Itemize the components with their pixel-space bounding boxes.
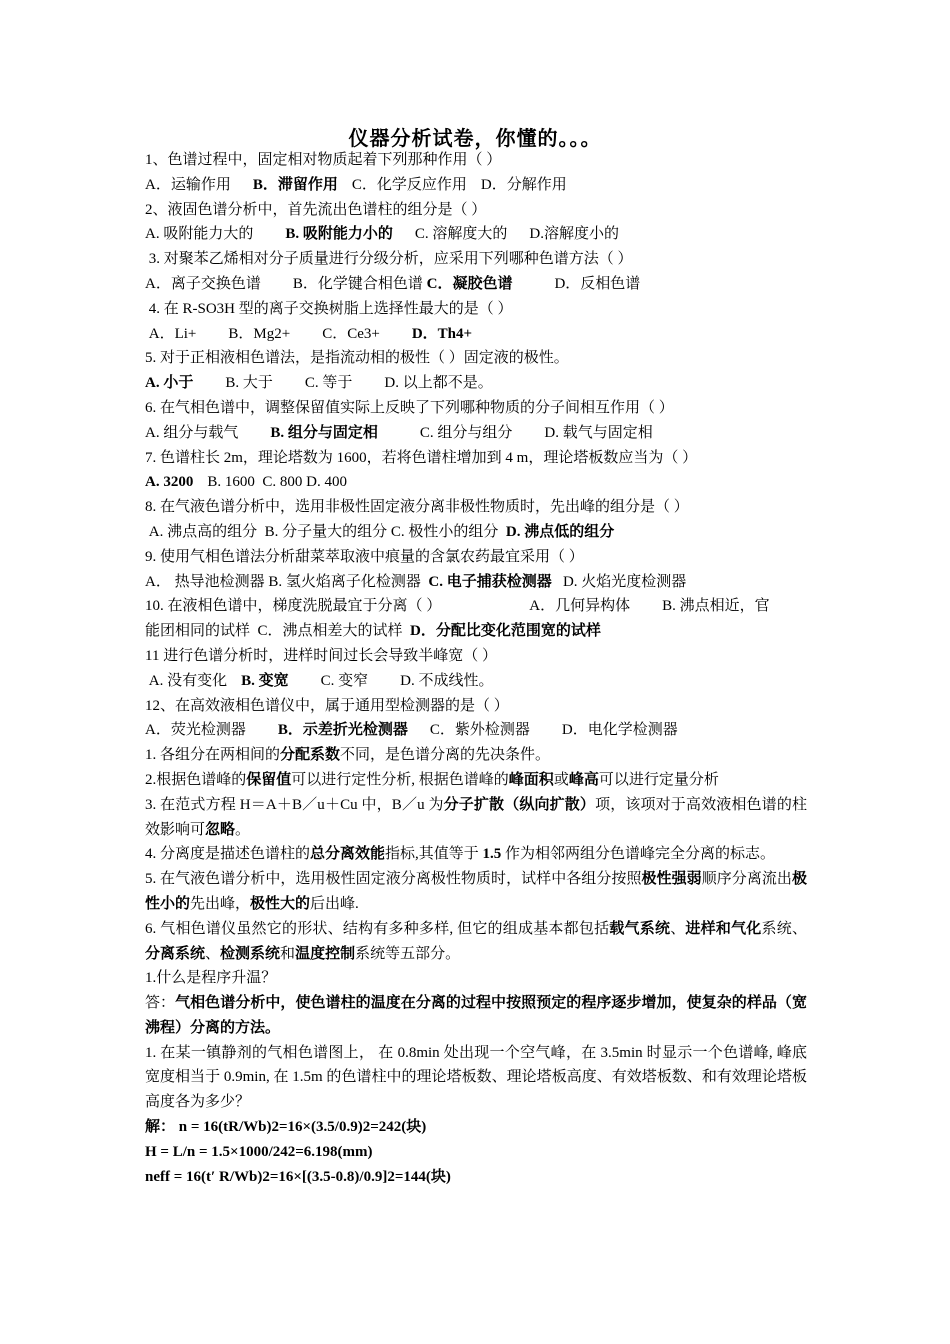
option-1c: C．化学反应作用 [351, 176, 467, 193]
option-1d: D．分解作用 [480, 176, 567, 193]
option-12a: A．荧光检测器 [145, 722, 246, 739]
option-1a: A．运输作用 [145, 176, 231, 193]
fill-6-text-6: 系统等五部分。 [355, 945, 461, 962]
options-11 [145, 669, 807, 694]
option-10a: A．几何异构体 [529, 598, 631, 615]
option-3a: A．离子交换色谱 [145, 275, 261, 292]
fill-3-text-2: 项，该项对于高效液相色谱的柱效影响可 [145, 796, 807, 838]
short-answer-text: 气相色谱分析中，使色谱柱的温度在分离的过程中按照预定的程序逐步增加，使复杂的样品（宽沸程）分离的方法。 [145, 995, 807, 1036]
option-3d: D．反相色谱 [554, 275, 641, 292]
fill-3 [145, 793, 807, 843]
question-1: 1、色谱过程中，固定相对物质起着下列那种作用（ ） [145, 152, 502, 168]
option-3b: B．化学键合相色谱 [292, 275, 423, 292]
option-4a: A．Li+ [148, 325, 197, 342]
option-6b-answer: B. 组分与固定相 [270, 424, 378, 441]
option-9b: B. 氢火焰离子化检测器 [268, 573, 421, 590]
fill-5-text: 5. 在气液色谱分析中，选用极性固定液分离极性物质时，试样中各组分按照 [145, 871, 642, 888]
options-6 [145, 421, 807, 446]
fill-2-answer-2: 峰面积 [508, 771, 554, 788]
option-5b: B. 大于 [225, 375, 273, 392]
question-4 [145, 297, 807, 322]
option-11a: A. 没有变化 [148, 672, 228, 689]
question-2: 2、液固色谱分析中，首先流出色谱柱的组分是（ ） [145, 201, 487, 218]
fill-3-text-3: 。 [235, 821, 251, 838]
fill-6-text-5: 和 [280, 945, 296, 962]
options-2 [145, 222, 807, 247]
fill-5 [145, 867, 807, 917]
option-7d: D. 400 [306, 474, 347, 491]
question-6: 6. 在气相色谱中，调整保留值实际上反映了下列哪种物质的分子间相互作用（ ） [145, 399, 674, 416]
option-12c: C．紫外检测器 [429, 722, 530, 739]
option-5d: D. 以上都不是。 [384, 375, 493, 392]
fill-6-text: 6. 气相色谱仪虽然它的形状、结构有多种多样, 但它的组成基本都包括 [145, 920, 610, 937]
question-7: 7. 色谱柱长 2m，理论塔数为 1600，若将色谱柱增加到 4 m，理论塔板数应当为（ ） [145, 449, 698, 466]
fill-4-answer-1: 总分离效能 [310, 846, 386, 863]
question-11: 11 进行色谱分析时，进样时间过长会导致半峰宽（ ） [145, 647, 497, 664]
calc-line-2-text: H = L/n = 1.5×1000/242=6.198(mm) [145, 1143, 373, 1160]
option-2a: A. 吸附能力大的 [145, 226, 254, 243]
option-1b-answer: B．滞留作用 [252, 176, 338, 193]
question-3-text: 3. 对聚苯乙烯相对分子质量进行分级分析，应采用下列哪种色谱方法（ ） [148, 251, 633, 268]
option-3c-answer: C．凝胶色谱 [426, 275, 513, 292]
short-answer-label: 答： [145, 995, 176, 1012]
question-9: 9. 使用气相色谱法分析甜菜萃取液中痕量的含氯农药最宜采用（ ） [145, 548, 584, 565]
fill-6-answer-5: 温度控制 [295, 945, 356, 962]
question-4-text: 4. 在 R-SO3H 型的离子交换树脂上选择性最大的是（ ） [148, 300, 513, 317]
option-11c: C. 变窄 [320, 672, 369, 689]
question-10-text: 10. 在液相色谱中，梯度洗脱最宜于分离（ ） [145, 598, 442, 615]
option-12b-answer: B．示差折光检测器 [277, 722, 408, 739]
question-12: 12、在高效液相色谱仪中，属于通用型检测器的是（ ） [145, 697, 509, 714]
options-5 [145, 371, 807, 396]
fill-3-answer-2: 忽略 [205, 821, 236, 838]
fill-6-answer-3: 分离系统 [145, 945, 206, 962]
options-9 [145, 570, 807, 595]
calc-line-3-text: neff = 16(t′ R/Wb)2=16×[(3.5-0.8)/0.9]2=144(块) [145, 1168, 451, 1185]
option-11d: D. 不成线性。 [400, 672, 494, 689]
option-8a: A. 沸点高的组分 [148, 523, 258, 540]
fill-4-answer-2: 1.5 [482, 846, 502, 863]
option-7c: C. 800 [262, 474, 303, 491]
calc-line-3 [145, 1165, 807, 1190]
option-5c: C. 等于 [304, 375, 353, 392]
fill-1 [145, 743, 807, 768]
calc-line-1 [145, 1115, 807, 1140]
option-8b: B. 分子量大的组分 [264, 523, 388, 540]
fill-4-text: 4. 分离度是描述色谱柱的 [145, 846, 311, 863]
options-10 [145, 619, 807, 644]
option-10c: C．沸点相差大的试样 [257, 623, 403, 640]
short-question: 1.什么是程序升温？ [145, 970, 277, 987]
options-1 [145, 173, 807, 198]
fill-6-text-4: 、 [205, 945, 221, 962]
fill-4-text-3: 作为相邻两组分色谱峰完全分离的标志。 [501, 846, 776, 863]
fill-2-answer-1: 保留值 [246, 771, 292, 788]
option-10d-answer: D．分配比变化范围宽的试样 [410, 623, 601, 640]
question-8: 8. 在气液色谱分析中，选用非极性固定液分离非极性物质时，先出峰的组分是（ ） [145, 499, 689, 516]
option-7a-answer: A. 3200 [145, 474, 194, 491]
option-9c-answer: C. 电子捕获检测器 [428, 573, 552, 590]
question-5: 5. 对于正相液相色谱法，是指流动相的极性（ ）固定液的极性。 [145, 350, 569, 367]
page-title: 仪器分析试卷，你懂的。。。 [348, 126, 602, 150]
option-5a-answer: A. 小于 [145, 375, 194, 392]
option-10b-line1: B. 沸点相近，官 [662, 598, 770, 615]
options-3 [145, 272, 807, 297]
fill-3-text: 3. 在范式方程 H＝A＋B／u＋Cu 中，B／u 为 [145, 796, 444, 813]
option-10b-line2: 能团相同的试样 [145, 623, 251, 640]
option-4d-answer: D．Th4+ [411, 325, 473, 342]
option-4b: B．Mg2+ [228, 325, 291, 342]
options-4 [145, 322, 807, 347]
fill-6-text-3: 系统、 [761, 920, 807, 937]
option-11b-answer: B. 变宽 [241, 672, 289, 689]
fill-3-answer-1: 分子扩散（纵向扩散） [443, 796, 596, 813]
fill-1-text-2: 不同，是色谱分离的先决条件。 [340, 747, 551, 764]
fill-5-answer-3: 极性大的 [250, 895, 311, 912]
fill-5-answer-1: 极性强弱 [641, 871, 702, 888]
fill-1-answer: 分配系数 [280, 747, 341, 764]
fill-5-answer-2: 极性小的 [145, 871, 807, 912]
option-6c: C. 组分与组分 [419, 424, 513, 441]
question-10 [145, 594, 807, 619]
options-7 [145, 470, 807, 495]
calc-question: 1. 在某一镇静剂的气相色谱图上， 在 0.8min 处出现一个空气峰，在 3.5min 时显示一个色谱峰, 峰底宽度相当于 0.9min, 在 1.5m 的色谱柱中的理论塔板数、理论塔板高度、有效塔板数、和有效理论塔板高度各为多少？ [145, 1044, 807, 1111]
fill-2-text-4: 可以进行定量分析 [598, 771, 719, 788]
option-6a: A. 组分与载气 [145, 424, 239, 441]
options-8 [145, 520, 807, 545]
option-8d-answer: D. 沸点低的组分 [505, 523, 615, 540]
question-3 [145, 247, 807, 272]
fill-2-text-2: 可以进行定性分析, 根据色谱峰的 [291, 771, 509, 788]
fill-4 [145, 842, 807, 867]
option-4c: C．Ce3+ [322, 325, 380, 342]
calc-line-2 [145, 1140, 807, 1165]
options-12 [145, 718, 807, 743]
fill-6-answer-1: 载气系统 [609, 920, 671, 937]
fill-6 [145, 917, 807, 967]
fill-2 [145, 768, 807, 793]
calc-line-1-text: 解： n = 16(tR/Wb)2=16×(3.5/0.9)2=242(块) [145, 1119, 427, 1136]
fill-5-text-3: 先出峰， [190, 895, 251, 912]
fill-6-answer-4: 检测系统 [220, 945, 281, 962]
fill-2-answer-3: 峰高 [568, 771, 599, 788]
option-12d: D．电化学检测器 [561, 722, 678, 739]
option-9a: A． 热导池检测器 [145, 573, 265, 590]
fill-6-answer-2: 进样和气化 [685, 920, 762, 937]
option-6d: D. 载气与固定相 [544, 424, 653, 441]
fill-2-text-3: 或 [553, 771, 569, 788]
fill-6-text-2: 、 [670, 920, 686, 937]
option-9d: D. 火焰光度检测器 [562, 573, 687, 590]
fill-1-text: 1. 各组分在两相间的 [145, 747, 281, 764]
fill-5-text-4: 后出峰. [310, 895, 359, 912]
option-8c: C. 极性小的组分 [390, 523, 499, 540]
option-2c: C. 溶解度大的 [414, 226, 508, 243]
fill-2-text: 2.根据色谱峰的 [145, 771, 247, 788]
short-answer [145, 991, 807, 1041]
option-2b-answer: B. 吸附能力小的 [285, 226, 393, 243]
fill-5-text-2: 顺序分离流出 [701, 871, 792, 888]
option-2d: D.溶解度小的 [529, 226, 619, 243]
fill-4-text-2: 指标,其值等于 [385, 846, 483, 863]
option-7b: B. 1600 [207, 474, 255, 491]
exam-content [145, 148, 807, 1189]
